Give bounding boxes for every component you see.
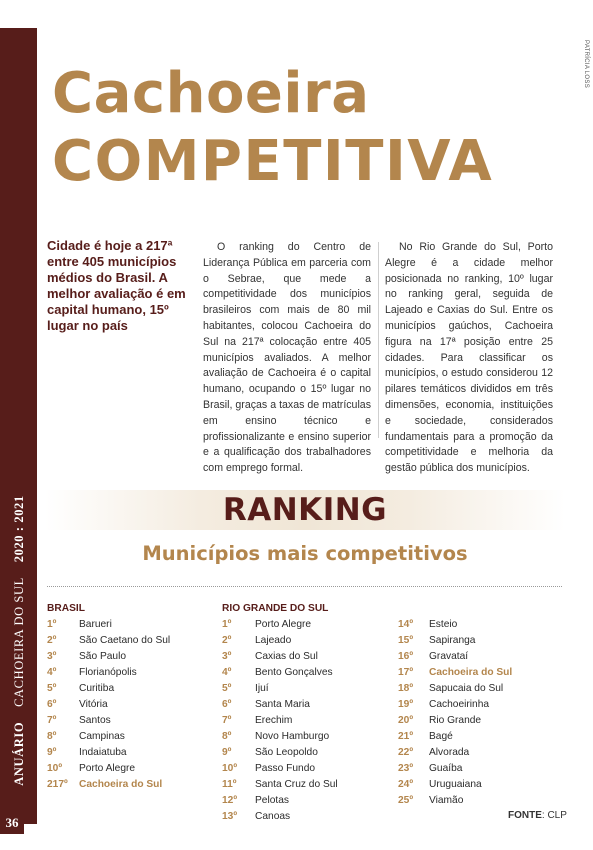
ranking-city: Porto Alegre: [79, 763, 136, 774]
ranking-row: [398, 777, 512, 793]
ranking-position: 3º: [222, 651, 232, 662]
ranking-position: 1º: [47, 619, 57, 630]
ranking-subtitle: Municípios mais competitivos: [142, 542, 468, 565]
body-column-1: [203, 240, 371, 477]
ranking-row: [222, 681, 338, 697]
ranking-city: Novo Hamburgo: [255, 731, 330, 742]
ranking-position: 10º: [222, 763, 238, 774]
ranking-position: 12º: [222, 795, 238, 806]
ranking-city: Florianópolis: [79, 667, 137, 678]
ranking-row: [222, 697, 338, 713]
ranking-city: Santa Maria: [255, 699, 310, 710]
ranking-city: Viamão: [429, 795, 464, 806]
ranking-row: [47, 681, 170, 697]
rs-ranking-list: [222, 601, 338, 825]
ranking-position: 14º: [398, 619, 414, 630]
ranking-row: [222, 729, 338, 745]
ranking-city: São Caetano do Sul: [79, 635, 171, 646]
ranking-position: 11º: [222, 779, 237, 790]
ranking-position: 6º: [47, 699, 57, 710]
ranking-position: 8º: [222, 731, 232, 742]
ranking-city: Cachoeira do Sul: [429, 667, 513, 678]
ranking-position: 7º: [47, 715, 57, 726]
ranking-row: [47, 633, 170, 649]
ranking-position: 217º: [47, 779, 68, 790]
column-divider: [378, 242, 379, 438]
ranking-row: [398, 681, 512, 697]
spine-city: CACHOEIRA DO SUL: [11, 576, 26, 707]
ranking-city: Bagé: [429, 731, 453, 742]
ranking-city: Caxias do Sul: [255, 651, 318, 662]
ranking-position: 19º: [398, 699, 414, 710]
ranking-city: Indaiatuba: [79, 747, 127, 758]
ranking-city: Lajeado: [255, 635, 292, 646]
ranking-row: [222, 633, 338, 649]
ranking-row: [398, 665, 512, 681]
ranking-position: 21º: [398, 731, 414, 742]
page-number: 36: [0, 812, 24, 834]
ranking-row: [47, 697, 170, 713]
ranking-row: [222, 713, 338, 729]
ranking-position: 9º: [222, 747, 232, 758]
ranking-row: [47, 777, 170, 793]
source-value: : CLP: [541, 810, 567, 821]
title-line-1: Cachoeira: [52, 61, 370, 126]
ranking-position: 4º: [47, 667, 57, 678]
ranking-position: 2º: [222, 635, 232, 646]
ranking-row: [222, 617, 338, 633]
dotted-divider: [47, 586, 562, 587]
ranking-position: 24º: [398, 779, 414, 790]
ranking-city: São Leopoldo: [255, 747, 318, 758]
sidebar-spine: [4, 465, 34, 815]
ranking-position: 13º: [222, 811, 238, 822]
ranking-row: [47, 729, 170, 745]
ranking-city: Sapiranga: [429, 635, 476, 646]
body-column-2: [385, 240, 553, 477]
ranking-row: [222, 777, 338, 793]
ranking-row: [222, 665, 338, 681]
ranking-city: Ijuí: [255, 683, 269, 694]
lead-text: Cidade é hoje a 217ª entre 405 municípios médios do Brasil. A melhor avaliação é em capital humano, 15º lugar no país: [47, 238, 186, 333]
body-paragraph-1: O ranking do Centro de Liderança Pública em parceria com o Sebrae, que mede a competitividade dos municípios brasileiros com mais de 80 mil habitantes, colocou Cachoeira do Sul na 217ª colocação entre 405 municípios avaliados. A melhor avaliação de Cachoeira é o capital humano, ocupando o 15º lugar no Brasil, graças a taxas de matrículas em ensino técnico e profissionalizante e ensino superior e a qualificação dos trabalhadores com emprego formal.: [203, 241, 371, 475]
ranking-row: [47, 745, 170, 761]
ranking-city: Sapucaia do Sul: [429, 683, 504, 694]
ranking-row: [398, 649, 512, 665]
rs-heading: RIO GRANDE DO SUL: [222, 603, 329, 614]
ranking-title: RANKING: [222, 492, 388, 528]
ranking-row: [398, 745, 512, 761]
ranking-city: Cachoeira do Sul: [79, 779, 163, 790]
ranking-row: [47, 617, 170, 633]
ranking-position: 1º: [222, 619, 232, 630]
ranking-position: 2º: [47, 635, 57, 646]
ranking-city: Santos: [79, 715, 111, 726]
ranking-city: Gravataí: [429, 651, 469, 662]
ranking-city: Passo Fundo: [255, 763, 316, 774]
ranking-row: [222, 761, 338, 777]
ranking-city: Uruguaiana: [429, 779, 482, 790]
ranking-row: [398, 793, 512, 809]
ranking-position: 9º: [47, 747, 57, 758]
ranking-position: 18º: [398, 683, 414, 694]
ranking-position: 22º: [398, 747, 414, 758]
photo-credit: PATRÍCIA LOSS: [583, 39, 589, 89]
body-paragraph-2: No Rio Grande do Sul, Porto Alegre é a cidade melhor posicionada no ranking, 10º lugar no ranking geral, seguida de Lajeado e Caxias do Sul. Entre os municípios gaúchos, Cachoeira figura na 17ª posição entre 25 cidades. Para classificar os municípios, o estudo considerou 12 pilares temáticos divididos em três dimensões, economia, instituições e sociedade, considerados fundamentais para a promoção da competitividade e melhoria da gestão pública dos municípios.: [385, 241, 553, 475]
ranking-position: 10º: [47, 763, 63, 774]
ranking-position: 15º: [398, 635, 414, 646]
ranking-city: São Paulo: [79, 651, 127, 662]
ranking-row: [47, 649, 170, 665]
ranking-position: 5º: [222, 683, 232, 694]
brasil-heading: BRASIL: [47, 603, 85, 614]
ranking-row: [398, 729, 512, 745]
ranking-row: [398, 633, 512, 649]
ranking-position: 20º: [398, 715, 414, 726]
ranking-row: [222, 809, 338, 825]
ranking-position: 8º: [47, 731, 57, 742]
ranking-position: 7º: [222, 715, 232, 726]
ranking-row: [47, 761, 170, 777]
ranking-position: 25º: [398, 795, 414, 806]
ranking-row: [222, 649, 338, 665]
ranking-row: [398, 617, 512, 633]
ranking-row: [47, 665, 170, 681]
ranking-city: Cachoeirinha: [429, 699, 490, 710]
brasil-ranking-list: [47, 601, 170, 793]
ranking-row: [222, 745, 338, 761]
ranking-city: Curitiba: [79, 683, 115, 694]
rs-ranking-list-continued: [398, 617, 512, 809]
ranking-city: Rio Grande: [429, 715, 482, 726]
ranking-row: [222, 793, 338, 809]
ranking-position: 16º: [398, 651, 414, 662]
ranking-city: Santa Cruz do Sul: [255, 779, 338, 790]
ranking-position: 5º: [47, 683, 57, 694]
source-note: [508, 810, 567, 821]
ranking-position: 3º: [47, 651, 57, 662]
ranking-position: 17º: [398, 667, 414, 678]
ranking-row: [398, 761, 512, 777]
ranking-city: Erechim: [255, 715, 293, 726]
ranking-position: 23º: [398, 763, 414, 774]
title-line-2: COMPETITIVA: [52, 129, 494, 194]
spine-years: 2020 : 2021: [11, 494, 26, 562]
ranking-row: [398, 697, 512, 713]
ranking-city: Barueri: [79, 619, 112, 630]
spine-publication: ANUÁRIO: [11, 721, 26, 786]
ranking-row: [47, 713, 170, 729]
source-label: FONTE: [508, 810, 542, 821]
ranking-city: Guaíba: [429, 763, 463, 774]
ranking-city: Alvorada: [429, 747, 470, 758]
ranking-city: Porto Alegre: [255, 619, 312, 630]
ranking-position: 6º: [222, 699, 232, 710]
ranking-city: Pelotas: [255, 795, 289, 806]
ranking-city: Bento Gonçalves: [255, 667, 333, 678]
ranking-city: Esteio: [429, 619, 458, 630]
ranking-row: [398, 713, 512, 729]
ranking-position: 4º: [222, 667, 232, 678]
ranking-city: Canoas: [255, 811, 291, 822]
page-title: [52, 61, 494, 194]
ranking-city: Campinas: [79, 731, 125, 742]
ranking-city: Vitória: [79, 699, 108, 710]
